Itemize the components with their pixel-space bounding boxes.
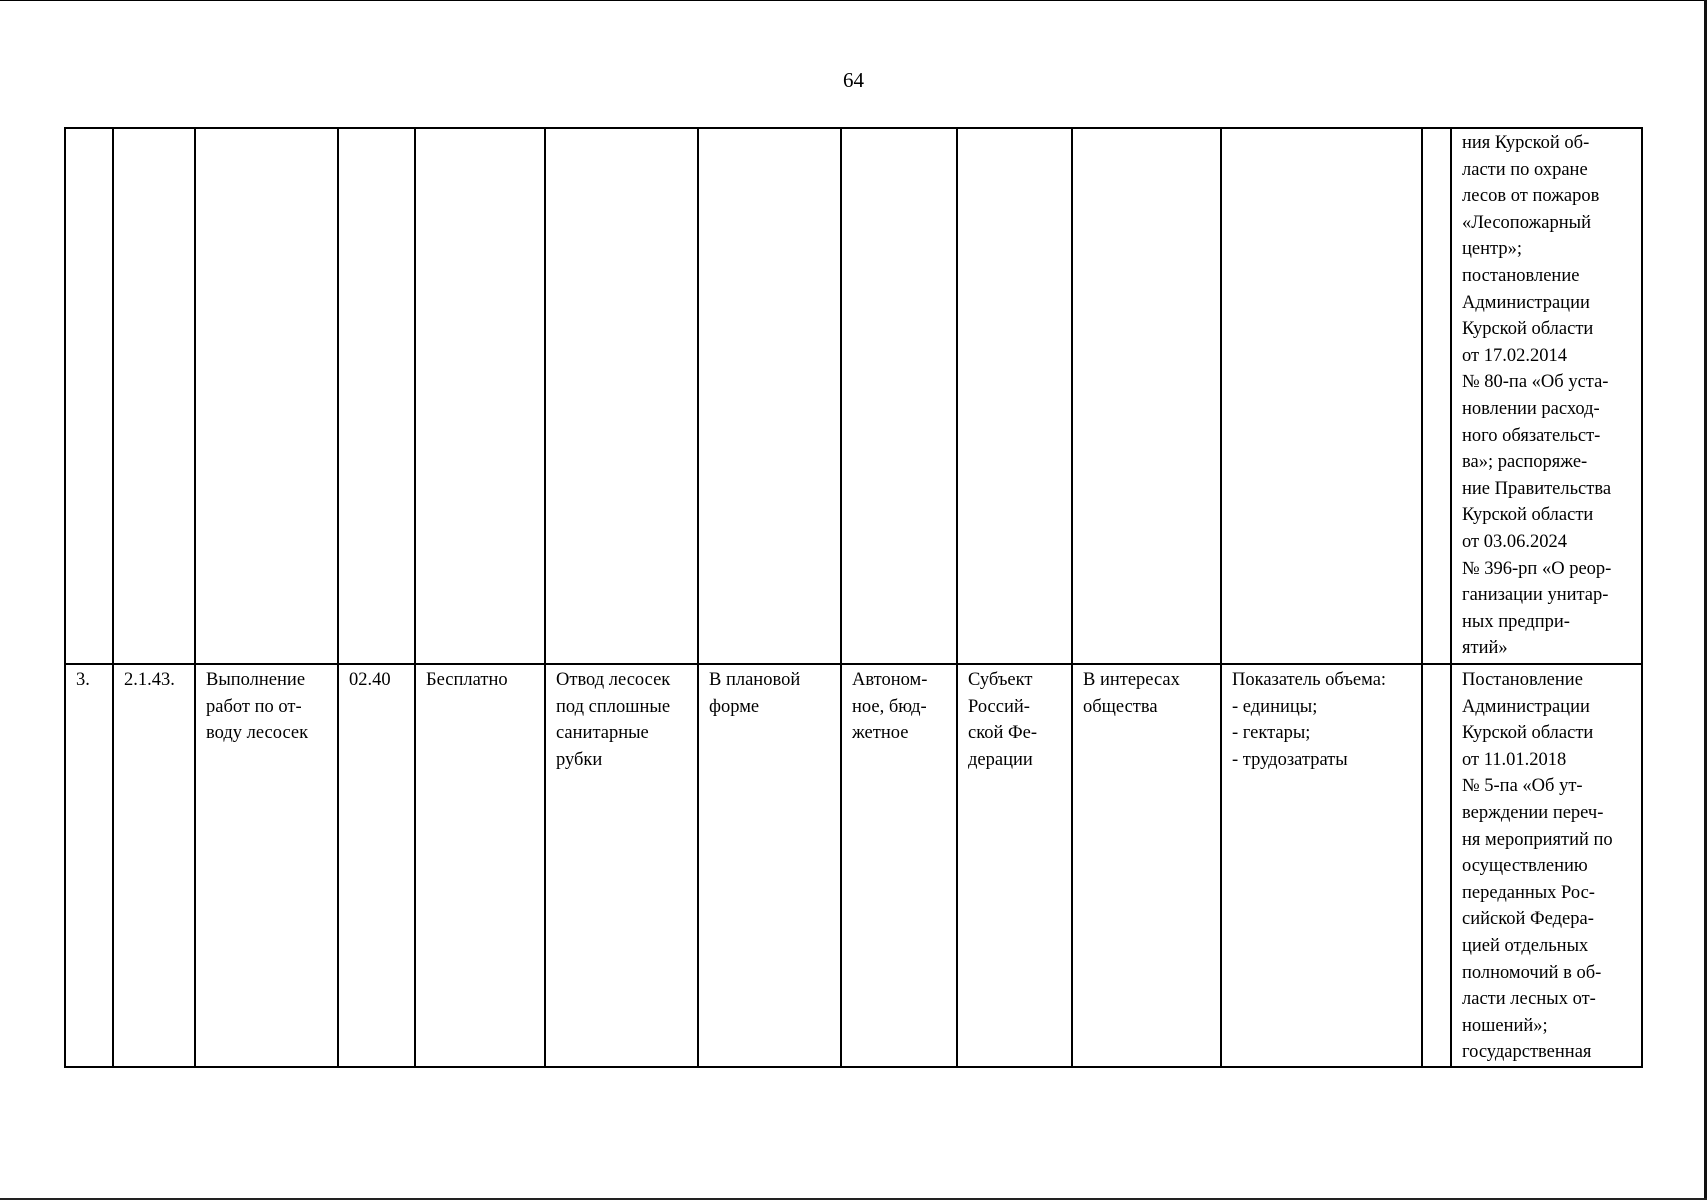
cell-okved <box>338 664 415 1067</box>
cell-indicators <box>1221 664 1422 1067</box>
cell-content <box>545 128 698 664</box>
row-code: 2.1.43. <box>124 670 175 690</box>
cell-recipients <box>1072 664 1221 1067</box>
cell-institution-type <box>841 128 957 664</box>
services-table <box>64 127 1643 1068</box>
cell-narrow <box>1422 128 1451 664</box>
cell-name <box>195 128 338 664</box>
scan-edge-top <box>0 0 1707 1</box>
row-content: Отвод лесосек под сплошные санитарные рубки <box>556 670 671 770</box>
cell-content <box>545 664 698 1067</box>
table-row <box>65 664 1642 1067</box>
row-recipients: В интересах общества <box>1083 670 1180 717</box>
cell-form <box>698 664 841 1067</box>
cell-name <box>195 664 338 1067</box>
cell-recipients <box>1072 128 1221 664</box>
cell-number <box>65 664 113 1067</box>
cell-institution-type <box>841 664 957 1067</box>
row-name: Выполнение работ по от- воду лесосек <box>206 670 309 744</box>
cell-code <box>113 128 195 664</box>
cell-narrow <box>1422 664 1451 1067</box>
page-number: 64 <box>843 68 864 92</box>
row-number: 3. <box>76 670 90 690</box>
cell-founder <box>957 128 1072 664</box>
cell-code <box>113 664 195 1067</box>
row-form: В плановой форме <box>709 670 801 717</box>
cell-payment <box>415 664 545 1067</box>
cell-indicators <box>1221 128 1422 664</box>
cell-okved <box>338 128 415 664</box>
cell-number <box>65 128 113 664</box>
cell-payment <box>415 128 545 664</box>
cell-legal-basis <box>1451 128 1642 664</box>
row-okved: 02.40 <box>349 670 391 690</box>
row-institution-type: Автоном- ное, бюд- жетное <box>852 670 928 744</box>
cell-founder <box>957 664 1072 1067</box>
row-legal-basis: Постановление Администрации Курской области от 11.01.2018 № 5-па «Об ут- верждении переч- ня мероприятий по осуществлению переданных Рос- сийской Федера- цией отдельных полномочий в об- ласти лесных от- ношений»; государственная <box>1462 670 1613 1063</box>
cell-form <box>698 128 841 664</box>
cell-legal-basis <box>1451 664 1642 1067</box>
row-indicators: Показатель объема: - единицы; - гектары; - трудозатраты <box>1232 670 1387 770</box>
row-payment: Бесплатно <box>426 670 508 690</box>
legal-basis-text: ния Курской об- ласти по охране лесов от пожаров «Лесопожарный центр»; постановление Администрации Курской области от 17.02.2014 № 80-па «Об уста- новлении расход- ного обязательст- ва»; распоряже- ние Правительства Курской области от 03.06.2024 № 396-рп «О реор- ганизации унитар- ных предпри- ятий» <box>1462 133 1612 659</box>
row-founder: Субъект Россий- ской Фе- дерации <box>968 670 1038 770</box>
table-row-continued <box>65 128 1642 664</box>
